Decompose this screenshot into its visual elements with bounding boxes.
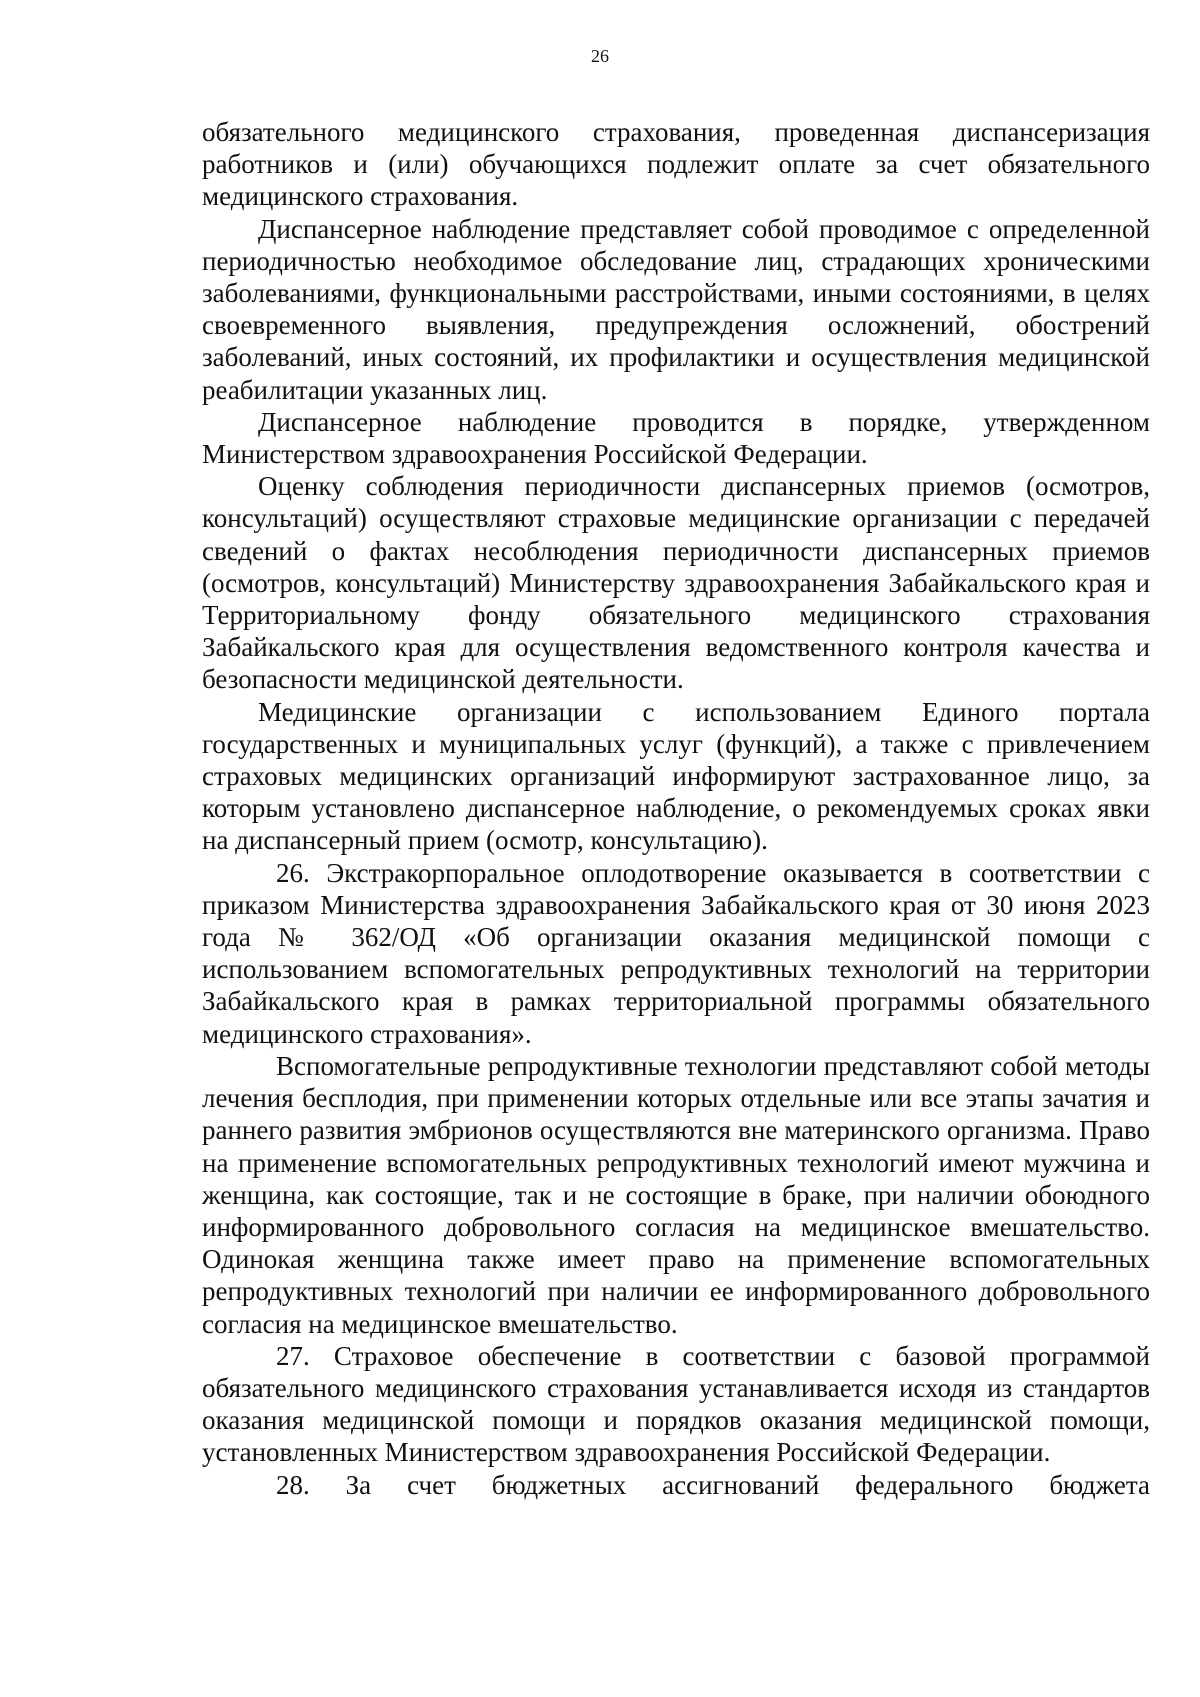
paragraph-assisted-reproductive-technologies: Вспомогательные репродуктивные технологии представляют собой методы лечения бесплодия, при применении которых отдельные или все этапы зачатия и раннего развития эмбрионов осуществляются вне материнского организма. Право на применение вспомогательных репродуктивных технологий имеют мужчина и женщина, как состоящие, так и не состоящие в браке, при наличии обоюдного информированного добровольного согласия на медицинское вмешательство. Одинокая женщина также имеет право на применение вспомогательных репродуктивных технологий при наличии ее информированного добровольного согласия на медицинское вмешательство. [202,1050,1150,1339]
paragraph-item-27-insurance-provision: 27. Страховое обеспечение в соответствии с базовой программой обязательного медицинского страхования устанавливается исходя из стандартов оказания медицинской помощи и порядков оказания медицинской помощи, установленных Министерством здравоохранения Российской Федерации. [202,1340,1150,1468]
paragraph-insured-person-informing: Медицинские организации с использованием Единого портала государственных и муниципальных услуг (функций), а также с привлечением страховых медицинских организаций информируют застрахованное лицо, за которым установлено диспансерное наблюдение, о рекомендуемых сроках явки на диспансерный прием (осмотр, консультацию). [202,696,1150,856]
paragraph-dispensarization-payment: обязательного медицинского страхования, проведенная диспансеризация работников и (или) обучающихся подлежит оплате за счет обязательного медицинского страхования. [202,117,1150,212]
paragraph-periodicity-assessment: Оценку соблюдения периодичности диспансерных приемов (осмотров, консультаций) осуществляют страховые медицинские организации с передачей сведений о фактах несоблюдения периодичности диспансерных приемов (осмотров, консультаций) Министерству здравоохранения Забайкальского края и Территориальному фонду обязательного медицинского страхования Забайкальского края для осуществления ведомственного контроля качества и безопасности медицинской деятельности. [202,471,1150,695]
paragraph-item-28-federal-budget: 28. За счет бюджетных ассигнований федерального бюджета [276,1469,1150,1500]
paragraph-item-26-ivf: 26. Экстракорпоральное оплодотворение оказывается в соответствии с приказом Министерства здравоохранения Забайкальского края от 30 июня 2023 года № 362/ОД «Об организации оказания медицинской помощи с использованием вспомогательных репродуктивных технологий на территории Забайкальского края в рамках территориальной программы обязательного медицинского страхования». [202,857,1150,1049]
paragraph-dispensary-observation-definition: Диспансерное наблюдение представляет собой проводимое с определенной периодичностью необходимое обследование лиц, страдающих хроническими заболеваниями, функциональными расстройствами, иными состояниями, в целях своевременного выявления, предупреждения осложнений, обострений заболеваний, иных состояний, их профилактики и осуществления медицинской реабилитации указанных лиц. [202,213,1150,405]
paragraph-dispensary-observation-procedure: Диспансерное наблюдение проводится в порядке, утвержденном Министерством здравоохранения Российской Федерации. [202,406,1150,470]
document-body [202,116,1150,1501]
page-number: 26 [591,46,609,66]
